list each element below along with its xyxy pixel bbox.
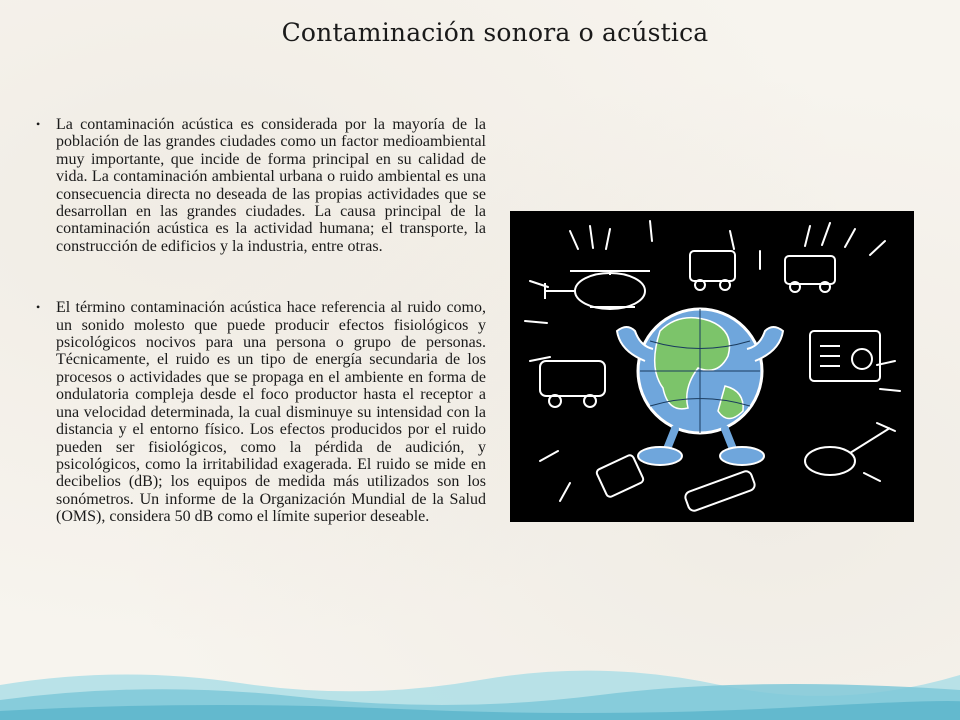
bottom-wave-decoration — [0, 645, 960, 720]
noisy-earth-illustration — [510, 211, 914, 522]
paragraph-1-text: La contaminación acústica es considerada por la mayoría de la población de las grandes ciudades como un factor medioambiental muy importante, que incide de forma principal en su calidad de vida. La contaminación ambiental urbana o ruido ambiental es una consecuencia directa no deseada de las propias actividades que se desarrollan en las grandes ciudades. La causa principal de la contaminación acústica es la actividad humana; el transporte, la construcción de edificios y la industria, entre otras. — [56, 116, 486, 255]
bullet-paragraph-2 — [36, 299, 486, 525]
paragraph-2-text: El término contaminación acústica hace referencia al ruido como, un sonido molesto que puede producir efectos fisiológicos y psicológicos nocivos para una persona o grupo de personas. Técnicamente, el ruido es un tipo de energía secundaria de los procesos o actividades que se propaga en el ambiente en forma de ondulatoria compleja desde el foco productor hasta el receptor a una velocidad determinada, la cual disminuye su intensidad con la distancia y el entorno físico. Los efectos producidos por el ruido pueden ser fisiológicos, como la pérdida de audición, y psicológicos, como la irritabilidad exagerada. El ruido se mide en decibelios (dB); los equipos de medida más utilizados son los sonómetros. Un informe de la Organización Mundial de la Salud (OMS), considera 50 dB como el límite superior deseable. — [56, 299, 486, 526]
noisy-earth-cartoon-icon — [510, 211, 914, 522]
bullet-dot: • — [36, 300, 41, 315]
bullet-paragraph-1 — [36, 116, 486, 255]
slide-body — [36, 116, 486, 526]
slide-title: Contaminación sonora o acústica — [281, 18, 709, 47]
bullet-dot: • — [36, 117, 41, 131]
